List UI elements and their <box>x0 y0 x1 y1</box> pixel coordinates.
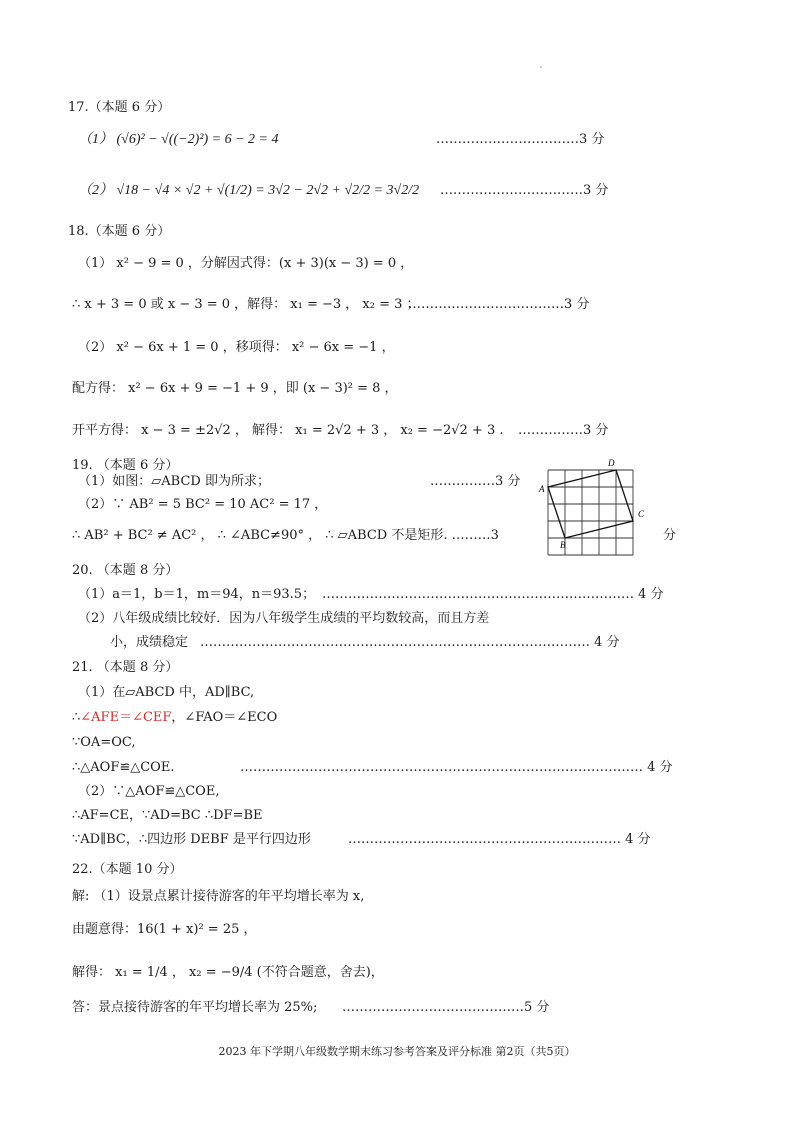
label-d: D <box>608 458 615 468</box>
q19-line3: ∴ AB² + BC² ≠ AC² ， ∴ ∠ABC≠90° ， ∴ ▱ABCD 不是矩形. ………3 <box>72 528 499 543</box>
q19-grid-figure <box>536 458 656 558</box>
q20-line1-score: ……………………………………………………………… 4 分 <box>322 587 664 602</box>
q18-line5: 开平方得： x − 3 = ±2√2 ， 解得： x₁ = 2√2 + 3 ， x₂ = −2√2 + 3 . <box>72 423 504 438</box>
q21-line4-score: ………………………………………………………………………………… 4 分 <box>240 760 673 775</box>
label-b: B <box>560 540 566 550</box>
q18-line2-score: ………………………………3 分 <box>408 297 590 312</box>
q22-line3: 解得： x₁ = 1/4 ， x₂ = −9/4 (不符合题意，舍去)， <box>72 965 384 980</box>
page-footer: 2023 年下学期八年级数学期末练习参考答案及评分标准 第2页（共5页） <box>218 1045 576 1058</box>
label-a: A <box>539 484 545 494</box>
q20-line2: （2）八年级成绩比较好．因为八年级学生成绩的平均数较高，而且方差 <box>78 611 490 626</box>
q20-line1: （1）a＝1，b＝1，m＝94，n＝93.5； <box>78 587 316 602</box>
q17-part1-score: ……………………………3 分 <box>436 132 605 147</box>
q22-line2: 由题意得：16(1 + x)² = 25 ， <box>72 922 257 937</box>
label-c: C <box>638 509 645 519</box>
q22-heading: 22.（本题 10 分） <box>72 862 183 877</box>
q21-line5: （2）∵△AOF≌△COE, <box>78 784 220 799</box>
q18-line1: （1） x² − 9 = 0 ，分解因式得：(x + 3)(x − 3) = 0 ， <box>78 256 414 271</box>
q21-line2-prefix: ∴ <box>72 710 81 725</box>
q21-line3: ∵OA=OC, <box>72 735 136 750</box>
q17-part1: （1） (√6)² − √((−2)²) = 6 − 2 = 4 <box>78 132 279 147</box>
q21-line4: ∴△AOF≌△COE. <box>72 760 175 775</box>
q21-line2 <box>72 710 277 726</box>
q19-heading: 19. （本题 6 分） <box>72 458 179 473</box>
q17-part2: （2） √18 − √4 × √2 + √(1/2) = 3√2 − 2√2 + √2/2 = 3√2/2 <box>78 183 420 198</box>
q18-line3: （2） x² − 6x + 1 = 0 ，移项得： x² − 6x = −1 ， <box>78 340 395 355</box>
q19-line1: （1）如图：▱ABCD 即为所求； <box>78 474 270 489</box>
q21-line6: ∴AF=CE，∵AD=BC ∴DF=BE <box>72 808 263 823</box>
q19-line1-score: ……………3 分 <box>430 474 521 489</box>
q21-line7: ∵AD∥BC，∴四边形 DEBF 是平行四边形 <box>72 832 311 847</box>
q18-line2: ∴ x + 3 = 0 或 x − 3 = 0 ，解得： x₁ = −3 ， x₂ = 3 ； <box>72 297 420 312</box>
q21-line2-rest: ，∠FAO＝∠ECO <box>171 710 278 725</box>
q21-line2-highlight: ∠AFE＝∠CEF <box>80 710 172 725</box>
q19-line2: （2）∵ AB² = 5 BC² = 10 AC² = 17 ， <box>78 497 328 512</box>
q18-line5-score: ……………3 分 <box>518 423 609 438</box>
q17-heading: 17.（本题 6 分） <box>68 100 171 115</box>
q18-line4: 配方得： x² − 6x + 9 = −1 + 9 ，即 (x − 3)² = 8 ， <box>72 381 398 396</box>
q17-part2-score: ……………………………3 分 <box>440 183 609 198</box>
q22-line1: 解: （1）设景点累计接待游客的年平均增长率为 x, <box>72 889 365 904</box>
q18-heading: 18.（本题 6 分） <box>68 224 171 239</box>
q21-line7-score: ……………………………………………………… 4 分 <box>348 832 651 847</box>
q20-heading: 20. （本题 8 分） <box>72 563 179 578</box>
q19-line3-score: 分 <box>663 528 677 543</box>
q20-line3-score: ……………………………………………………………………………… 4 分 <box>200 635 620 650</box>
q21-line1: （1）在▱ABCD 中，AD∥BC, <box>78 685 255 700</box>
q20-line3: 小，成绩稳定 <box>110 635 189 650</box>
q21-heading: 21. （本题 8 分） <box>72 660 179 675</box>
q22-line4: 答：景点接待游客的年平均增长率为 25%; <box>72 1000 318 1015</box>
q22-line4-score: ……………………………………5 分 <box>342 1000 550 1015</box>
scan-speck <box>540 66 542 68</box>
